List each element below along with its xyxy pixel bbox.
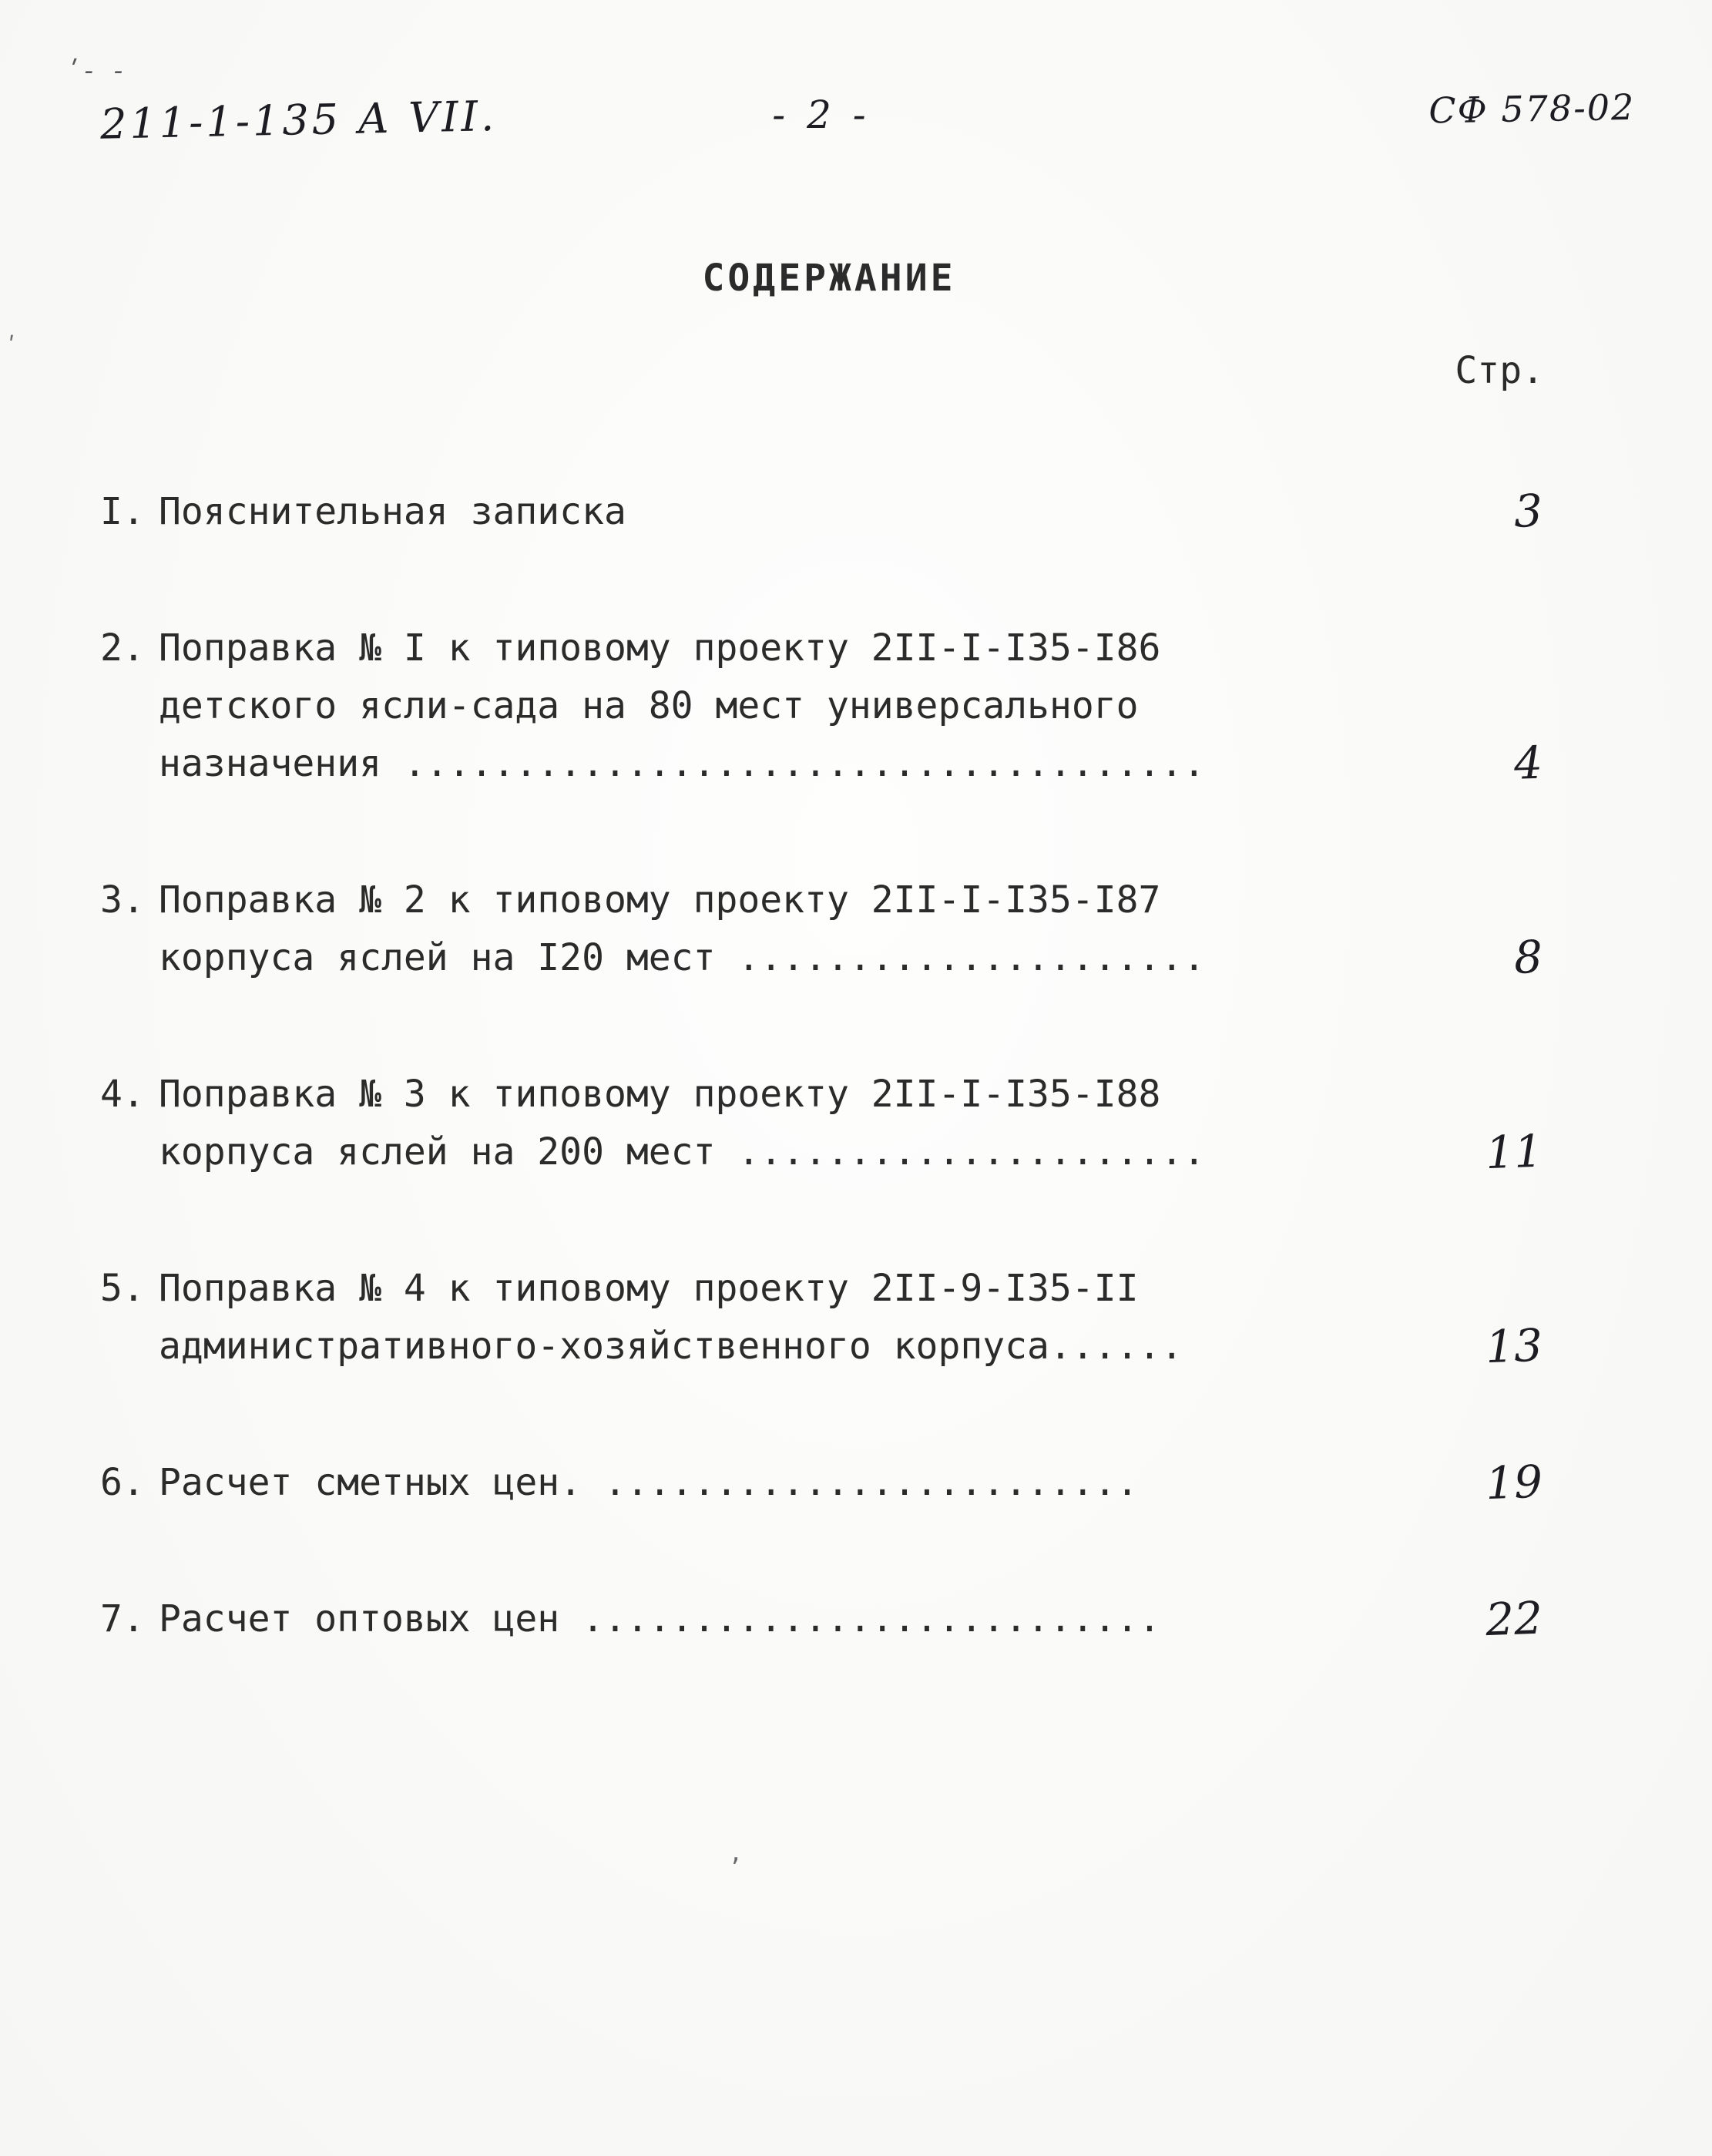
toc-entry	[100, 1590, 1256, 1648]
toc-entry-first-line	[100, 483, 1256, 541]
toc-item	[100, 1590, 1635, 1648]
toc-item-text: назначения ....................................	[159, 742, 1206, 785]
toc-entry-continuation-line	[100, 735, 1256, 793]
toc-item	[100, 1260, 1635, 1375]
toc-page-number: 3	[1512, 484, 1544, 538]
toc-item-text: Поправка № 2 к типовому проекту 2II-I-I35-I87	[159, 878, 1161, 922]
toc-item-number	[100, 1123, 159, 1181]
toc-entry	[100, 483, 1256, 541]
toc-item-number: 6.	[100, 1461, 145, 1504]
toc-entry-first-line	[100, 871, 1256, 929]
toc-page-number: 19	[1484, 1455, 1544, 1510]
toc-entry	[100, 1454, 1256, 1512]
toc-entry	[100, 1066, 1256, 1181]
toc-item	[100, 483, 1635, 541]
toc-item-text: Поправка № I к типовому проекту 2II-I-I35-I86	[159, 626, 1161, 670]
toc-item-number: 7.	[100, 1597, 145, 1641]
toc-item-text: корпуса яслей на I20 мест .....................	[159, 936, 1206, 979]
toc-page-number: 8	[1512, 930, 1544, 984]
toc-item	[100, 1066, 1635, 1181]
toc-item-number: 5.	[100, 1267, 145, 1310]
toc-item-text: административного-хозяйственного корпуса......	[159, 1325, 1183, 1368]
toc-item-number: 4.	[100, 1073, 145, 1116]
toc-item	[100, 1454, 1635, 1512]
page-header	[99, 86, 1636, 149]
toc-entry-continuation-line	[100, 677, 1256, 735]
toc-page-number: 11	[1484, 1124, 1544, 1180]
toc-item	[100, 871, 1635, 987]
toc-item-number: I.	[100, 490, 145, 533]
toc-item-text: Пояснительная записка	[159, 490, 626, 533]
toc-item	[100, 620, 1635, 793]
pen-mark-bottom: ,	[729, 1840, 744, 1867]
pen-mark-left-edge: ʹ	[5, 333, 19, 360]
toc-item-text: Расчет оптовых цен ..........................	[159, 1597, 1161, 1641]
toc-page-number: 4	[1512, 736, 1544, 790]
toc-item-text: Поправка № 3 к типовому проекту 2II-I-I35-I88	[159, 1073, 1161, 1116]
toc-page-number: 22	[1484, 1591, 1544, 1647]
toc-page-number: 13	[1484, 1318, 1544, 1374]
toc-item-text: корпуса яслей на 200 мест .....................	[159, 1130, 1206, 1174]
toc-entry-continuation-line	[100, 1123, 1256, 1181]
page-column-label: Стр.	[1455, 349, 1544, 392]
toc-item-number	[100, 929, 159, 987]
toc-entry	[100, 871, 1256, 987]
toc-entry-first-line	[100, 1066, 1256, 1123]
pen-stray-mark: ʹ- -	[71, 55, 129, 86]
toc-entry	[100, 620, 1256, 793]
toc-item-number	[100, 735, 159, 793]
toc-entry	[100, 1260, 1256, 1375]
toc-entry-first-line	[100, 1260, 1256, 1318]
archive-stamp: СФ 578-02	[1428, 86, 1636, 132]
toc-list	[100, 483, 1635, 1648]
page-number-marker: - 2 -	[772, 92, 871, 137]
toc-entry-continuation-line	[100, 929, 1256, 987]
toc-entry-first-line	[100, 1454, 1256, 1512]
toc-item-number	[100, 677, 159, 735]
toc-item-number: 3.	[100, 878, 145, 922]
toc-item-text: детского ясли-сада на 80 мест универсального	[159, 684, 1139, 727]
toc-entry-continuation-line	[100, 1318, 1256, 1375]
toc-entry-first-line	[100, 620, 1256, 677]
document-code: 211-1-135 А VII.	[99, 91, 498, 149]
toc-item-number: 2.	[100, 626, 145, 670]
toc-item-text: Поправка № 4 к типовому проекту 2II-9-I35-II	[159, 1267, 1139, 1310]
toc-entry-first-line	[100, 1590, 1256, 1648]
toc-item-number	[100, 1318, 159, 1375]
toc-item-text: Расчет сметных цен. ........................	[159, 1461, 1139, 1504]
page-title: СОДЕРЖАНИЕ	[702, 257, 956, 300]
